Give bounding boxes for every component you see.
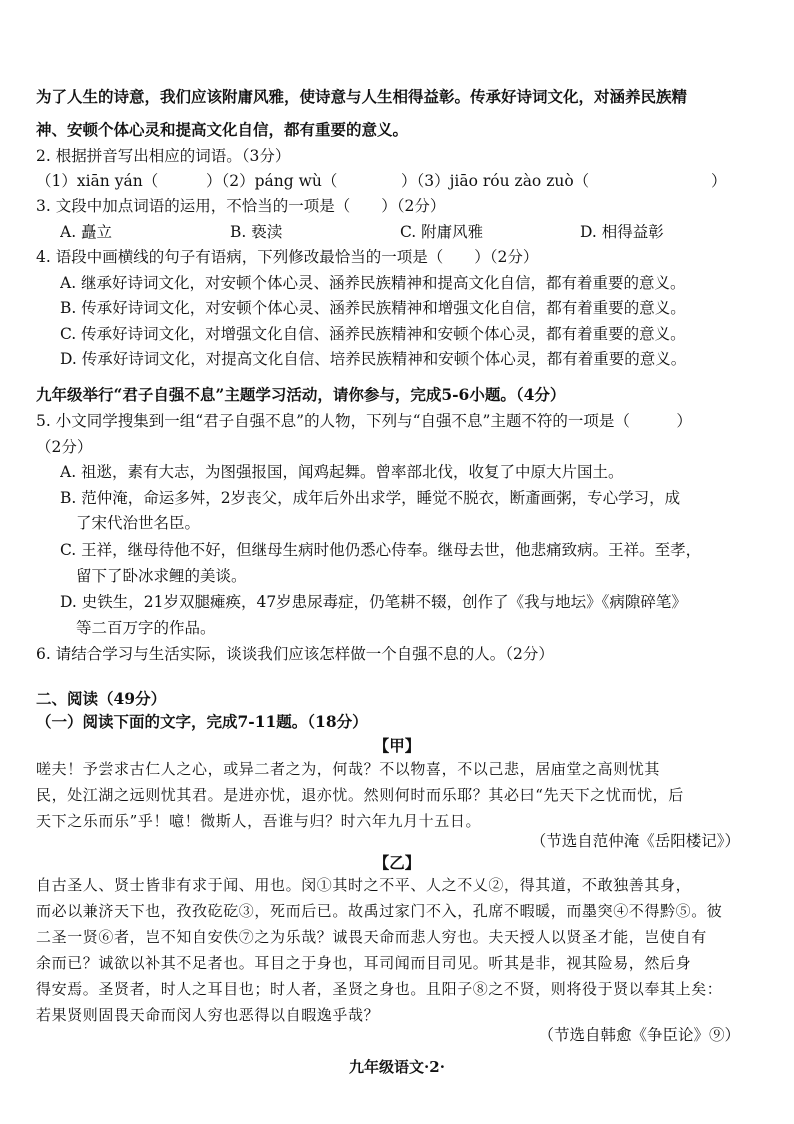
q5-option-b-line2: 了宋代治世名臣。 [76, 514, 201, 532]
q5-option-c-line1: C. 王祥，继母待他不好，但继母生病时他仍悉心侍奉。继母去世，他悲痛致病。王祥。至孝， [60, 541, 702, 559]
q3-option-b: B. 亵渎 [230, 223, 283, 241]
q3-title: 3. 文段中加点词语的运用，不恰当的一项是（ ）（2分） [36, 197, 446, 215]
yi-line-5: 得安焉。圣贤者，时人之耳目也；时人者，圣贤之身也。且阳子⑧之不贤，则将役于贤以奉其上矣： [36, 980, 723, 998]
q5-option-b-line1: B. 范仲淹，命运多舛，2岁丧父，成年后外出求学，睡觉不脱衣，断齑画粥，专心学习，成 [60, 489, 681, 507]
page-footer: 九年级语文·2· [349, 1058, 445, 1076]
section2-subtitle: （一）阅读下面的文字，完成7-11题。（18分） [36, 712, 368, 731]
q3-option-a: A. 矗立 [60, 223, 113, 241]
yi-line-3: 二圣一贤⑥者，岂不知自安佚⑦之为乐哉？诚畏天命而悲人穷也。夫天授人以贤圣才能，岂使自有 [36, 928, 707, 946]
jia-title: 【甲】 [373, 736, 421, 755]
q5-option-d-line1: D. 史铁生，21岁双腿瘫痪，47岁患尿毒症，仍笔耕不辍，创作了《我与地坛》《病隙碎笔》 [60, 593, 687, 611]
q3-option-d: D. 相得益彰 [580, 223, 664, 241]
q4-option-d: D. 传承好诗词文化，对提高文化自信、培养民族精神和安顿个体心灵，都有着重要的意义。 [60, 350, 687, 368]
q2-title: 2. 根据拼音写出相应的词语。（3分） [36, 147, 291, 165]
intro-line-2: 神、安顿个体心灵和提高文化自信，都有重要的意义。 [36, 120, 409, 139]
q4-title: 4. 语段中画横线的句子有语病，下列修改最恰当的一项是（ ）（2分） [36, 248, 539, 266]
jia-source: （节选自范仲淹《岳阳楼记》） [530, 832, 740, 850]
q6-text: 6. 请结合学习与生活实际，谈谈我们应该怎样做一个自强不息的人。（2分） [36, 645, 554, 663]
yi-line-6: 若果贤则固畏天命而闵人穷也恶得以自暇逸乎哉？ [36, 1006, 380, 1024]
q4-option-a: A. 继承好诗词文化，对安顿个体心灵、涵养民族精神和提高文化自信，都有着重要的意义。 [60, 274, 686, 292]
intro-line-1: 为了人生的诗意，我们应该附庸风雅，使诗意与人生相得益彰。传承好诗词文化，对涵养民族精 [36, 87, 688, 106]
yi-title: 【乙】 [373, 853, 421, 872]
jia-line-2: 民，处江湖之远则忧其君。是进亦忧，退亦忧。然则何时而乐耶？其必曰“先天下之忧而忧，后 [36, 786, 684, 804]
jia-line-1: 嗟夫！予尝求古仁人之心，或异二者之为，何哉？不以物喜，不以己悲，居庙堂之高则忧其 [36, 760, 661, 778]
yi-line-1: 自古圣人、贤士皆非有求于闻、用也。闵①其时之不平、人之不乂②，得其道，不敢独善其身， [36, 876, 692, 894]
q2-items [36, 170, 756, 192]
q4-option-b: B. 传承好诗词文化，对安顿个体心灵、涵养民族精神和增强文化自信，都有着重要的意义。 [60, 299, 686, 317]
q4-option-c: C. 传承好诗词文化，对增强文化自信、涵养民族精神和安顿个体心灵，都有着重要的意义。 [60, 325, 686, 343]
q5-option-c-line2: 留下了卧冰求鲤的美谈。 [76, 567, 247, 585]
q2-item-4: ） [711, 172, 727, 190]
yi-line-2: 而必以兼济天下也，孜孜矻矻③，死而后已。故禹过家门不入，孔席不暇暖，而墨突④不得黔⑤。彼 [36, 902, 723, 920]
activity-title: 九年级举行“君子自强不息”主题学习活动，请你参与，完成5-6小题。（4分） [36, 385, 566, 404]
q5-title-line2: （2分） [36, 438, 93, 456]
q3-options [60, 221, 780, 243]
q5-title-line1: 5. 小文同学搜集到一组“君子自强不息”的人物，下列与“自强不息”主题不符的一项是（ ） [36, 412, 692, 430]
q3-option-c: C. 附庸风雅 [400, 223, 484, 241]
jia-line-3: 天下之乐而乐”乎！噫！微斯人，吾谁与归？时六年九月十五日。 [36, 812, 482, 830]
yi-line-4: 余而已？诚欲以补其不足者也。耳目之于身也，耳司闻而目司见。听其是非，视其险易，然后身 [36, 954, 692, 972]
q2-item-1: （1）xiān yán（ [36, 172, 159, 190]
q2-item-2: ）（2）páng wù（ [206, 172, 338, 190]
q5-option-a: A. 祖逖，素有大志，为图强报国，闻鸡起舞。曾率部北伐，收复了中原大片国土。 [60, 463, 624, 481]
section2-title: 二、阅读（49分） [36, 689, 167, 708]
q2-item-3: ）（3）jiāo róu zào zuò（ [401, 172, 590, 190]
q5-option-d-line2: 等二百万字的作品。 [76, 619, 216, 637]
yi-source: （节选自韩愈《争臣论》⑨） [538, 1026, 740, 1044]
